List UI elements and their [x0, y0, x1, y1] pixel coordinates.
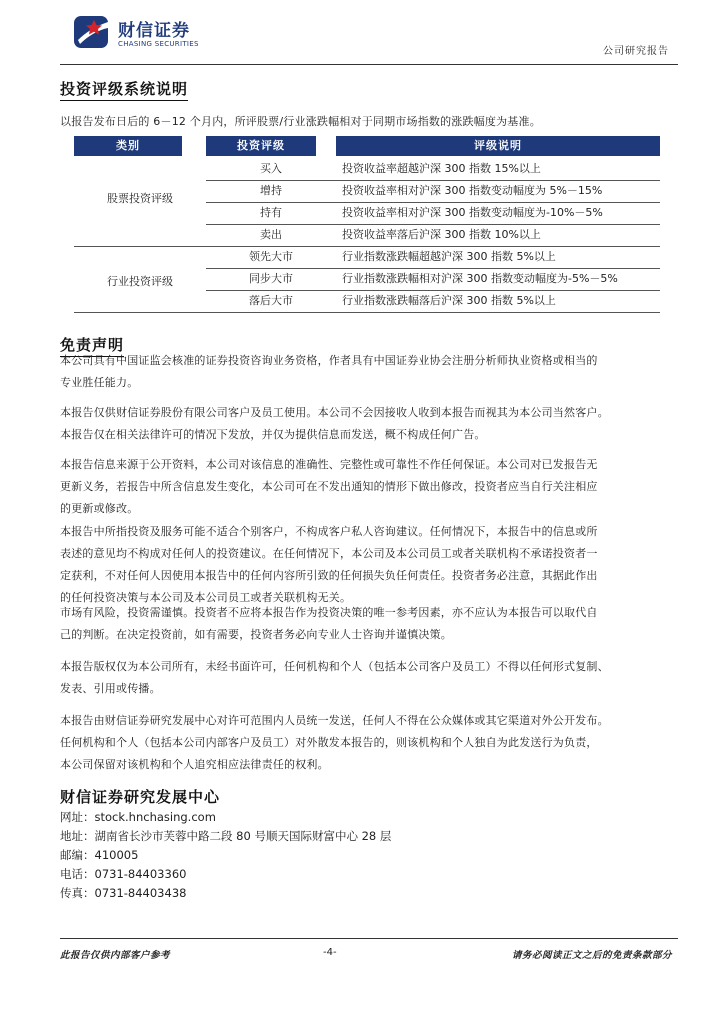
- footer-notice: 此报告仅供内部客户参考: [60, 950, 171, 961]
- rating-underperform-desc: 行业指数涨跌幅落后沪深 300 指数 5%以上: [342, 294, 556, 307]
- rating-underperform: 落后大市: [249, 294, 293, 307]
- rating-neutral: 同步大市: [249, 272, 293, 285]
- disclaimer-paragraph: [60, 402, 676, 446]
- paragraph-line: 专业胜任能力。: [60, 376, 139, 389]
- rating-buy: 买入: [260, 162, 282, 175]
- paragraph-line: 本公司保留对该机构和个人追究相应法律责任的权利。: [60, 758, 329, 771]
- disclaimer-paragraph: [60, 710, 676, 776]
- rating-sell: 卖出: [260, 228, 282, 241]
- rating-sell-desc: 投资收益率落后沪深 300 指数 10%以上: [342, 228, 541, 241]
- disclaimer-paragraph: [60, 350, 676, 394]
- phone-text: 电话：0731-84403360: [60, 867, 187, 881]
- company-logo: [72, 14, 212, 54]
- rating-outperform: 领先大市: [249, 250, 293, 263]
- logo-chinese-name: 财信证券: [118, 21, 190, 41]
- disclaimer-paragraph: [60, 454, 676, 520]
- paragraph-line: 本报告仅供财信证券股份有限公司客户及员工使用。本公司不会因接收人收到本报告而视其为本公司当然客户。: [60, 406, 609, 419]
- table-header-category: 类别: [74, 136, 182, 156]
- footer-disclaimer-note: 请务必阅读正文之后的免责条款部分: [511, 950, 672, 961]
- rating-outperform-desc: 行业指数涨跌幅超越沪深 300 指数 5%以上: [342, 250, 556, 263]
- paragraph-line: 发表、引用或传播。: [60, 682, 161, 695]
- paragraph-line: 己的判断。在决定投资前，如有需要，投资者务必向专业人士咨询并谨慎决策。: [60, 628, 452, 641]
- rating-overweight-desc: 投资收益率相对沪深 300 指数变动幅度为 5%－15%: [342, 184, 603, 197]
- category-industry-rating: 行业投资评级: [107, 275, 173, 288]
- rating-system-intro: 以报告发布日后的 6－12 个月内，所评股票/行业涨跌幅相对于同期市场指数的涨跌幅度为基准。: [60, 115, 541, 128]
- table-header-rating: 投资评级: [206, 136, 316, 156]
- disclaimer-paragraph: [60, 602, 676, 646]
- website-text: 网址：stock.hnchasing.com: [60, 810, 216, 824]
- rating-overweight: 增持: [260, 184, 282, 197]
- disclaimer-paragraph: [60, 521, 676, 609]
- rating-hold-desc: 投资收益率相对沪深 300 指数变动幅度为-10%－5%: [342, 206, 603, 219]
- rating-system-title: 投资评级系统说明: [60, 78, 188, 101]
- table-bottom-line: [74, 312, 660, 313]
- paragraph-line: 的更新或修改。: [60, 502, 139, 515]
- category-stock-rating: 股票投资评级: [107, 192, 173, 205]
- paragraph-line: 任何机构和个人（包括本公司内部客户及员工）对外散发本报告的，则该机构和个人独自为此发送行为负责，: [60, 736, 598, 749]
- footer-divider: [60, 938, 678, 939]
- report-type-label: 公司研究报告: [603, 46, 669, 57]
- postcode-text: 邮编：410005: [60, 848, 139, 862]
- paragraph-line: 表述的意见均不构成对任何人的投资建议。在任何情况下，本公司及本公司员工或者关联机构不承诺投资者一: [60, 547, 598, 560]
- fax-text: 传真：0731-84403438: [60, 886, 187, 900]
- paragraph-line: 的任何投资决策与本公司及本公司员工或者关联机构无关。: [60, 591, 352, 604]
- paragraph-line: 更新义务，若报告中所含信息发生变化，本公司可在不发出通知的情形下做出修改，投资者应当自行关注相应: [60, 480, 598, 493]
- paragraph-line: 本报告由财信证券研究发展中心对许可范围内人员统一发送，任何人不得在公众媒体或其它渠道对外公开发布。: [60, 714, 609, 727]
- paragraph-line: 市场有风险，投资需谨慎。投资者不应将本报告作为投资决策的唯一参考因素，亦不应认为本报告可以取代自: [60, 606, 598, 619]
- research-center-title: 财信证券研究发展中心: [60, 788, 221, 806]
- paragraph-line: 本报告版权仅为本公司所有，未经书面许可，任何机构和个人（包括本公司客户及员工）不得以任何形式复制、: [60, 660, 609, 673]
- rating-hold: 持有: [260, 206, 282, 219]
- rating-neutral-desc: 行业指数涨跌幅相对沪深 300 指数变动幅度为-5%－5%: [342, 272, 618, 285]
- logo-mark-icon: [72, 14, 112, 50]
- paragraph-line: 本报告中所指投资及服务可能不适合个别客户，不构成客户私人咨询建议。任何情况下，本报告中的信息或所: [60, 525, 598, 538]
- paragraph-line: 本公司具有中国证监会核准的证券投资咨询业务资格，作者具有中国证券业协会注册分析师执业资格或相当的: [60, 354, 598, 367]
- page-number: -4-: [323, 947, 337, 958]
- header-divider: [60, 64, 678, 65]
- research-center-contact: [60, 808, 391, 903]
- table-header-description: 评级说明: [336, 136, 660, 156]
- address-text: 地址：湖南省长沙市芙蓉中路二段 80 号顺天国际财富中心 28 层: [60, 829, 392, 843]
- disclaimer-paragraph: [60, 656, 676, 700]
- paragraph-line: 本报告信息来源于公开资料，本公司对该信息的准确性、完整性或可靠性不作任何保证。本公司对已发报告无: [60, 458, 598, 471]
- paragraph-line: 定获利，不对任何人因使用本报告中的任何内容所引致的任何损失负任何责任。投资者务必注意，其据此作出: [60, 569, 598, 582]
- page-header: [0, 0, 724, 68]
- rating-buy-desc: 投资收益率超越沪深 300 指数 15%以上: [342, 162, 541, 175]
- disclaimer-title: 免责声明: [60, 334, 124, 357]
- logo-english-name: CHASING SECURITIES: [118, 40, 199, 48]
- paragraph-line: 本报告仅在相关法律许可的情况下发放，并仅为提供信息而发送，概不构成任何广告。: [60, 428, 486, 441]
